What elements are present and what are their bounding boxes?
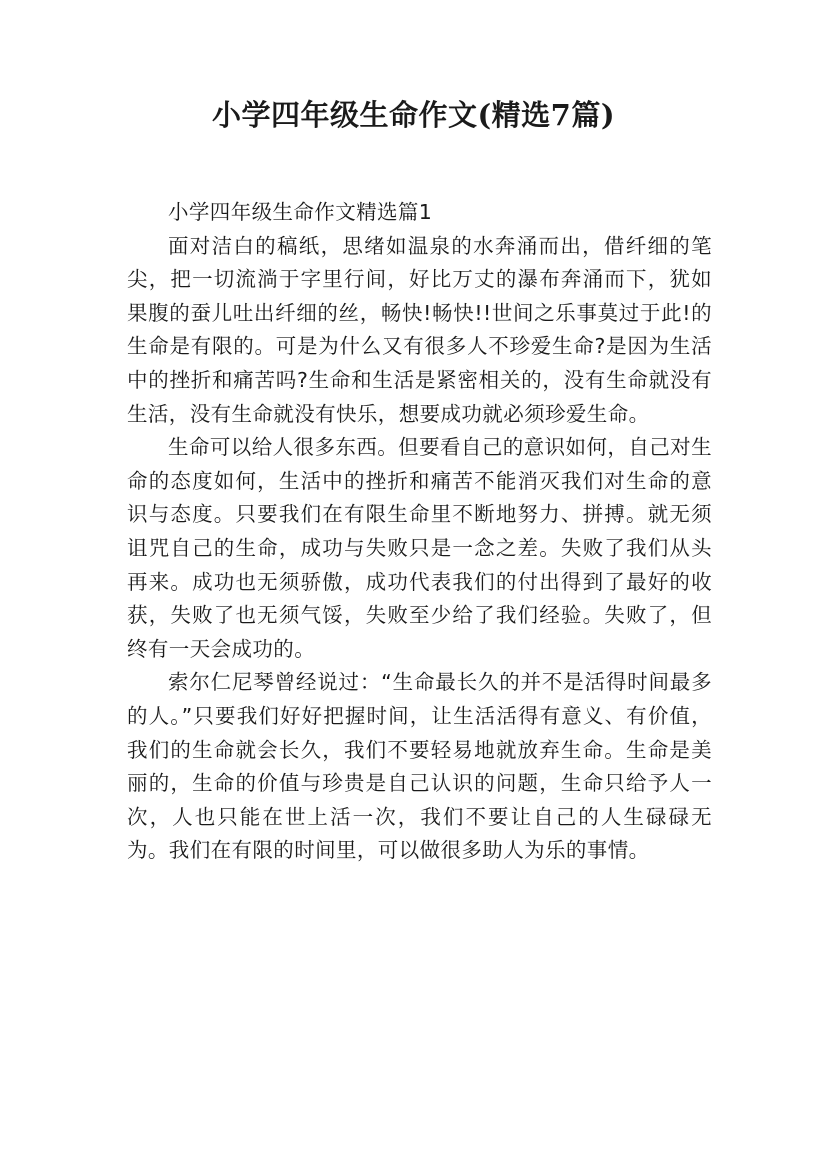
paragraph-1: 面对洁白的稿纸，思绪如温泉的水奔涌而出，借纤细的笔尖，把一切流淌于字里行间，好比万丈的瀑布奔涌而下，犹如果腹的蚕儿吐出纤细的丝，畅快!畅快!!世间之乐事莫过于此!的生命是有限的。可是为什么又有很多人不珍爱生命?是因为生活中的挫折和痛苦吗?生命和生活是紧密相关的，没有生命就没有生活，没有生命就没有快乐，想要成功就必须珍爱生命。 bbox=[127, 233, 712, 426]
document-body bbox=[127, 196, 712, 868]
document-title: 小学四年级生命作文(精选7篇) bbox=[211, 98, 616, 132]
paragraph-3: 索尔仁尼琴曾经说过：“生命最长久的并不是活得时间最多的人。”只要我们好好把握时间，让生活活得有意义、有价值，我们的生命就会长久，我们不要轻易地就放弃生命。生命是美丽的，生命的价值与珍贵是自己认识的问题，生命只给予人一次，人也只能在世上活一次，我们不要让自己的人生碌碌无为。我们在有限的时间里，可以做很多助人为乐的事情。 bbox=[127, 670, 712, 863]
paragraph-2: 生命可以给人很多东西。但要看自己的意识如何，自己对生命的态度如何，生活中的挫折和痛苦不能消灭我们对生命的意识与态度。只要我们在有限生命里不断地努力、拼搏。就无须诅咒自己的生命，成功与失败只是一念之差。失败了我们从头再来。成功也无须骄傲，成功代表我们的付出得到了最好的收获，失败了也无须气馁，失败至少给了我们经验。失败了，但终有一天会成功的。 bbox=[127, 435, 712, 661]
section-heading: 小学四年级生命作文精选篇1 bbox=[168, 200, 433, 224]
